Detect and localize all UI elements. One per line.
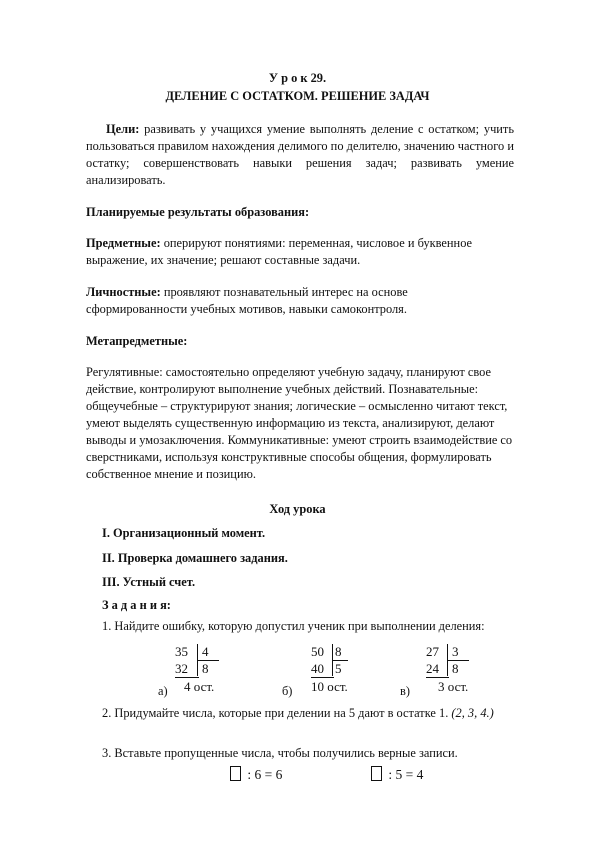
- task-2-answer: (2, 3, 4.): [448, 706, 494, 720]
- task-2: [86, 705, 516, 722]
- division-b-dividend: 50: [311, 644, 324, 659]
- division-a-divisor: 4: [202, 644, 209, 659]
- division-c-quotient: 8: [452, 661, 459, 676]
- division-c-remainder: 3 ост.: [438, 679, 469, 694]
- blank-box-icon: [371, 766, 382, 781]
- division-b: [302, 643, 382, 698]
- planned-results-heading: Планируемые результаты образования:: [86, 205, 310, 219]
- goals-text: развивать у учащихся умение выполнять деление с остатком; учить пользоваться правилом нахождения делимого по делителю, значению частного и остатку; совершенствовать навыки решения задач; развивать умение анализировать.: [86, 122, 514, 187]
- personal-results: [86, 284, 456, 318]
- division-b-label: б): [282, 684, 293, 698]
- division-b-product: 40: [311, 661, 324, 676]
- division-a-remainder: 4 ост.: [184, 679, 215, 694]
- task-2-text: 2. Придумайте числа, которые при делении на 5 дают в остатке 1.: [102, 706, 449, 720]
- division-c-divisor: 3: [452, 644, 459, 659]
- equation-1: [230, 766, 282, 783]
- division-b-remainder: 10 ост.: [311, 679, 348, 694]
- division-a-product: 32: [175, 661, 188, 676]
- equation-1-text: : 6 = 6: [244, 767, 283, 782]
- division-c: [420, 643, 500, 698]
- subject-label: Предметные:: [86, 236, 161, 250]
- division-b-quotient: 5: [335, 661, 342, 676]
- lesson-number: У р о к 29.: [268, 71, 327, 85]
- personal-text: проявляют познавательный интерес на основе сформированности учебных мотивов, навыки самоконтроля.: [86, 285, 408, 316]
- goals-paragraph: [86, 121, 514, 189]
- meta-heading: Метапредметные:: [86, 334, 188, 348]
- section-3: III. Устный счет.: [102, 575, 196, 589]
- section-1: I. Организационный момент.: [102, 526, 266, 540]
- equation-2: [371, 766, 423, 783]
- lesson-title: ДЕЛЕНИЕ С ОСТАТКОМ. РЕШЕНИЕ ЗАДАЧ: [165, 89, 430, 103]
- tasks-label: З а д а н и я:: [102, 598, 171, 612]
- division-b-divisor: 8: [335, 644, 342, 659]
- personal-label: Личностные:: [86, 285, 161, 299]
- division-a: [165, 643, 245, 698]
- task-3: 3. Вставьте пропущенные числа, чтобы получились верные записи.: [102, 746, 458, 760]
- subject-text: оперируют понятиями: переменная, числовое и буквенное выражение, их значение; решают составные задачи.: [86, 236, 473, 267]
- course-title: Ход урока: [269, 502, 326, 516]
- division-a-dividend: 35: [175, 644, 188, 659]
- meta-text: Регулятивные: самостоятельно определяют учебную задачу, планируют свое действие, контролируют выполнение учебных действий. Познавательные: общеучебные – структурируют знания; логические – осмысленно читают текст, умеют выделять существенную информацию из текста, анализируют, делают выводы и умозаключения. Коммуникативные: умеют строить взаимодействие со сверстниками, используя конструктивные способы общения, формулировать собственное мнение и позицию.: [86, 365, 513, 481]
- division-c-product: 24: [426, 661, 439, 676]
- division-a-quotient: 8: [202, 661, 209, 676]
- subject-results: [86, 235, 516, 269]
- section-2: II. Проверка домашнего задания.: [102, 551, 288, 565]
- division-a-label: а): [158, 684, 168, 698]
- division-c-label: в): [400, 684, 410, 698]
- goals-label: Цели:: [106, 122, 140, 136]
- division-c-dividend: 27: [426, 644, 439, 659]
- blank-box-icon: [230, 766, 241, 781]
- equation-2-text: : 5 = 4: [385, 767, 424, 782]
- task-1: 1. Найдите ошибку, которую допустил ученик при выполнении деления:: [102, 619, 485, 633]
